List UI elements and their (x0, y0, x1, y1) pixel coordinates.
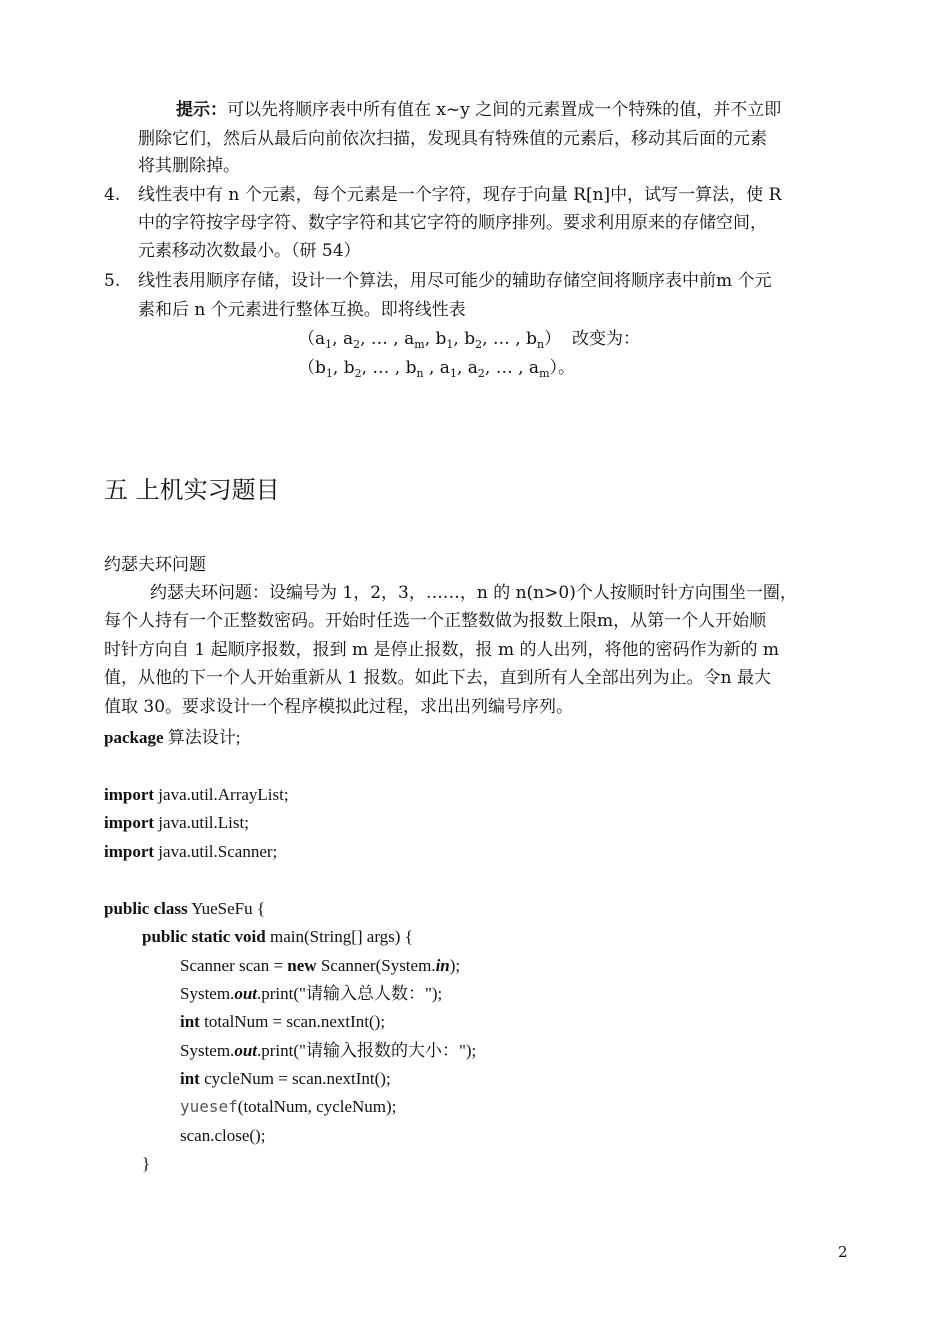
problem-line-2: 每个人持有一个正整数密码。开始时任选一个正整数做为报数上限m，从第一个人开始顺 (104, 611, 767, 631)
code-class-decl: public class YueSeFu { (104, 899, 266, 918)
code-yuesef-call: yuesef(totalNum, cycleNum); (180, 1097, 397, 1116)
change-to-label: 改变为： (572, 329, 640, 349)
item-4-number: 4. (104, 185, 121, 205)
formula-target: （$b_1$, $b_2$, … , $b_n$ , $a_1$, $a_2$, … , $a_m$）。 (298, 358, 575, 380)
hint-line-2: 删除它们，然后从最后向前依次扫描，发现具有特殊值的元素后，移动其后面的元素 (138, 129, 767, 149)
problem-title: 约瑟夫环问题 (104, 555, 206, 575)
code-import-arraylist: import java.util.ArrayList; (104, 785, 289, 804)
code-print-total: System.out.print("请输入总人数："); (180, 984, 443, 1003)
code-import-scanner: import java.util.Scanner; (104, 842, 278, 861)
problem-line-1: 约瑟夫环问题：设编号为 1，2，3，……，n 的 n(n>0)个人按顺时针方向围坐一圈， (150, 583, 797, 603)
hint-line-3: 将其删除掉。 (138, 156, 240, 176)
code-closing-brace: } (142, 1154, 151, 1173)
item-5-line-1: 线性表用顺序存储，设计一个算法，用尽可能少的辅助存储空间将顺序表中前m 个元 (138, 271, 772, 291)
code-package-line: package 算法设计; (104, 728, 241, 747)
problem-line-4: 值，从他的下一个人开始重新从 1 报数。如此下去，直到所有人全部出列为止。令n 最大 (104, 668, 771, 688)
item-4-line-2: 中的字符按字母字符、数字字符和其它字符的顺序排列。要求利用原来的存储空间， (138, 213, 767, 233)
problem-line-3: 时针方向自 1 起顺序报数，报到 m 是停止报数，报 m 的人出列，将他的密码作为新的 m (104, 640, 780, 660)
hint-line-1 (176, 102, 781, 119)
problem-line-5: 值取 30。要求设计一个程序模拟此过程，求出出列编号序列。 (104, 697, 574, 717)
hint-text-1: 可以先将顺序表中所有值在 x~y 之间的元素置成一个特殊的值，并不立即 (227, 100, 782, 120)
hint-label: 提示： (176, 100, 227, 120)
formula-original: （$a_1$, $a_2$, … , $a_m$, $b_1$, $b_2$, … , $b_n$） (298, 329, 562, 351)
item-5-number: 5. (104, 271, 121, 291)
code-import-list: import java.util.List; (104, 813, 249, 832)
section-heading: 五 上机实习题目 (104, 476, 280, 504)
code-scanner-line: Scanner scan = new Scanner(System.in); (180, 956, 461, 975)
page-number: 2 (838, 1243, 848, 1261)
code-main-decl: public static void main(String[] args) { (142, 927, 413, 946)
code-cycle-num: int cycleNum = scan.nextInt(); (180, 1069, 391, 1088)
code-total-num: int totalNum = scan.nextInt(); (180, 1012, 386, 1031)
item-4-line-3: 元素移动次数最小。（研 54） (138, 241, 361, 261)
item-4-line-1: 线性表中有 n 个元素，每个元素是一个字符，现存于向量 R[n]中，试写一算法，使 R (138, 185, 782, 205)
item-5-line-2: 素和后 n 个元素进行整体互换。即将线性表 (138, 300, 466, 320)
code-print-cycle: System.out.print("请输入报数的大小："); (180, 1041, 477, 1060)
code-close-line: scan.close(); (180, 1126, 266, 1145)
